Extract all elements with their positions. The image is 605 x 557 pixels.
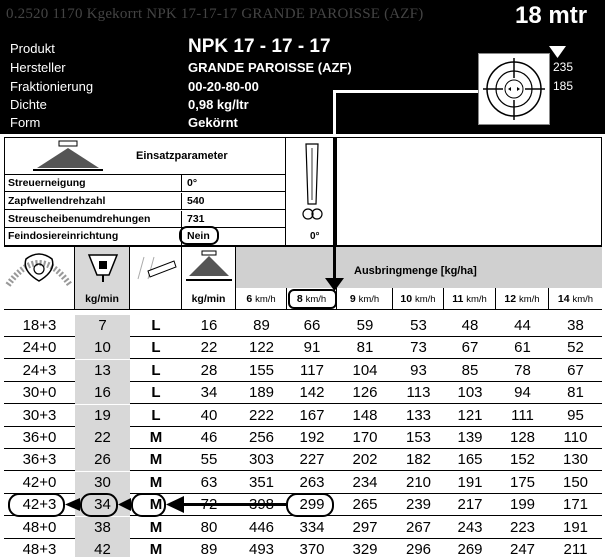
disc-pointer-vertical [333, 137, 336, 281]
table-cell: 93 [410, 361, 427, 379]
table-cell: 42+0 [22, 473, 57, 491]
value-fraktionierung: 00-20-80-00 [188, 79, 259, 94]
table-cell: 247 [509, 541, 536, 557]
product-header [0, 0, 605, 134]
table-cell: 267 [405, 518, 432, 536]
table-cell: 263 [299, 473, 325, 491]
table-cell: 16 [75, 382, 130, 404]
table-cell: 36+3 [22, 451, 57, 469]
arrow-left-icon [65, 498, 80, 511]
table-cell: 370 [299, 541, 325, 557]
table-cell: 55 [200, 451, 218, 469]
table-cell: 67 [567, 361, 584, 379]
parameter-title-row [5, 138, 285, 175]
col-header-speed: 8 km/h [287, 288, 337, 310]
table-cell: 63 [200, 473, 218, 491]
table-cell: 128 [509, 429, 536, 446]
table-cell: 121 [457, 406, 483, 424]
col-header-speed: 14 km/h [557, 293, 594, 305]
table-cell: 243 [457, 518, 483, 536]
table-cell: 139 [457, 429, 483, 446]
table-cell: 334 [299, 518, 325, 536]
hopper-icon [87, 251, 119, 283]
table-cell: 303 [248, 451, 275, 469]
table-cell: M [149, 451, 163, 469]
table-cell: 22 [75, 427, 130, 449]
highlight-lever [131, 493, 166, 517]
table-cell: 52 [567, 339, 584, 357]
disc-value-2: 185 [553, 79, 574, 93]
table-cell: 42 [75, 539, 130, 557]
table-cell: 22 [200, 339, 218, 357]
operating-parameters [4, 137, 602, 246]
table-cell: 269 [457, 541, 483, 557]
value-form: Gekörnt [188, 115, 238, 130]
table-cell: 95 [567, 406, 584, 424]
label-form: Form [10, 115, 41, 130]
table-cell: 297 [352, 518, 378, 536]
table-cell: 171 [562, 496, 589, 514]
value-dichte: 0,98 kg/ltr [188, 97, 249, 112]
table-cell: 30+3 [22, 406, 57, 424]
param-value: 540 [187, 195, 205, 207]
table-cell: 53 [410, 317, 427, 334]
param-value: 731 [187, 213, 205, 225]
table-cell: 165 [457, 451, 483, 469]
table-cell: 30+0 [22, 384, 57, 402]
label-fraktionierung: Fraktionierung [10, 79, 94, 94]
header-strip-text: 0.2520 1170 Kgekorrt NPK 17-17-17 GRANDE PAROISSE (AZF) [6, 6, 424, 22]
table-cell: 67 [461, 339, 479, 357]
table-cell: 38 [567, 317, 584, 334]
table-cell: 210 [405, 473, 432, 491]
table-cell: 142 [299, 384, 325, 402]
highlight-rate [286, 493, 334, 517]
dose-icon-cell [75, 246, 130, 288]
table-cell: 46 [200, 429, 218, 446]
table-cell: 150 [562, 473, 589, 491]
param-value: 0° [187, 177, 198, 189]
table-cell: 199 [509, 496, 536, 514]
table-cell: 148 [352, 406, 378, 424]
table-cell: 34 [200, 384, 218, 402]
table-cell: 66 [303, 317, 321, 334]
table-cell: 94 [514, 384, 531, 402]
table-cell: 103 [457, 384, 483, 402]
table-cell: 130 [562, 451, 589, 469]
table-row [4, 427, 602, 449]
table-cell: 13 [75, 360, 130, 382]
table-cell: 133 [405, 406, 432, 424]
table-cell: 211 [563, 541, 588, 557]
table-cell: M [149, 496, 163, 514]
table-cell: 299 [299, 496, 325, 514]
table-row [4, 449, 602, 471]
table-cell: 89 [253, 317, 270, 334]
table-cell: 122 [248, 339, 275, 357]
spread-fan-icon [186, 250, 232, 286]
disc-pointer-vertical-white [333, 90, 336, 135]
table-cell: 38 [75, 517, 130, 539]
table-cell: 24+3 [22, 361, 57, 379]
table-cell: 81 [567, 384, 584, 402]
table-cell: 296 [405, 541, 432, 557]
table-cell: 28 [200, 361, 218, 379]
table-cell: 42+3 [22, 496, 57, 514]
table-cell: 192 [299, 429, 325, 446]
disc-pointer-horizontal [336, 90, 478, 93]
table-cell: 10 [75, 337, 130, 359]
label-dichte: Dichte [10, 97, 47, 112]
lever-icon-cell [130, 246, 182, 288]
table-cell: 36+0 [22, 429, 57, 446]
table-cell: 61 [514, 339, 531, 357]
table-cell: M [149, 473, 163, 491]
table-cell: 152 [509, 451, 536, 469]
col-header-setting [4, 288, 75, 310]
col-header-lever [130, 288, 182, 310]
table-row [4, 315, 602, 337]
dosing-scale-icon [4, 247, 74, 289]
table-cell: M [149, 429, 163, 446]
table-cell: 189 [248, 384, 275, 402]
table-cell: 182 [405, 451, 432, 469]
nein-highlight [179, 226, 219, 245]
spreader-cone-icon [33, 140, 103, 172]
table-cell: 89 [200, 541, 218, 557]
table-cell: 111 [511, 406, 534, 424]
table-cell: 110 [563, 429, 588, 446]
param-label: Feindosiereinrichtung [8, 230, 119, 242]
param-value: Nein [187, 230, 210, 242]
table-cell: 104 [352, 361, 378, 379]
table-cell: 30 [75, 472, 130, 494]
pointer-arrow-head-icon [325, 278, 344, 291]
table-cell: L [151, 361, 161, 379]
table-cell: 493 [248, 541, 275, 557]
table-cell: 34 [75, 494, 130, 516]
table-cell: 155 [248, 361, 275, 379]
table-header [4, 246, 602, 310]
table-cell: 239 [405, 496, 432, 514]
table-cell: 113 [406, 384, 431, 402]
table-row [4, 337, 602, 359]
disc-value-1: 235 [553, 60, 574, 74]
param-row [5, 193, 285, 210]
table-cell: 234 [352, 473, 378, 491]
table-cell: 80 [200, 518, 218, 536]
col-header-speed: 10 km/h [393, 288, 444, 310]
tilt-indicator [287, 138, 337, 245]
col-header-speed: 9 km/h [337, 288, 393, 310]
table-cell: 446 [248, 518, 275, 536]
label-hersteller: Hersteller [10, 60, 66, 75]
table-cell: 202 [352, 451, 378, 469]
table-cell: 59 [356, 317, 374, 334]
table-cell: 78 [514, 361, 531, 379]
width-arrow-head-icon [549, 46, 566, 58]
table-cell: 44 [514, 317, 531, 334]
param-row [5, 228, 285, 245]
table-cell: 16 [200, 317, 218, 334]
table-cell: 48 [461, 317, 479, 334]
param-row [5, 211, 285, 228]
table-row [4, 382, 602, 404]
col-header-kgmin-2: kg/min [182, 288, 236, 310]
spread-icon-cell [182, 246, 236, 288]
table-cell: 222 [248, 406, 275, 424]
table-cell: 153 [405, 429, 432, 446]
table-cell: 217 [457, 496, 483, 514]
table-cell: 351 [248, 473, 275, 491]
scale-icon-cell [4, 246, 75, 288]
parameter-title: Einsatzparameter [136, 150, 228, 162]
tilt-value: 0° [310, 231, 320, 242]
value-produkt: NPK 17 - 17 - 17 [188, 36, 331, 57]
table-row [4, 472, 602, 494]
col-header-kgmin-1: kg/min [75, 288, 130, 310]
table-cell: 117 [300, 361, 324, 379]
arrow-left-icon [118, 498, 131, 511]
table-cell: 48+3 [22, 541, 57, 557]
table-cell: 191 [457, 473, 483, 491]
table-cell: 24+0 [22, 339, 57, 357]
spreader-disc-icon [478, 53, 550, 125]
highlight-setting [8, 493, 65, 517]
row-arrow-shaft [183, 503, 286, 506]
table-cell: 81 [356, 339, 374, 357]
param-row [5, 175, 285, 192]
col-header-speed: 12 km/h [496, 288, 549, 310]
ausbringmenge-title: Ausbringmenge [kg/ha] [354, 265, 477, 277]
table-cell: 227 [299, 451, 325, 469]
table-cell: L [151, 339, 161, 357]
table-cell: L [151, 317, 161, 334]
param-label: Streuerneigung [8, 177, 86, 189]
spreader-side-icon [298, 142, 326, 226]
table-cell: 18+3 [22, 317, 57, 334]
table-row [4, 539, 602, 557]
col-header-speed: 6 km/h [236, 288, 287, 310]
table-cell: 256 [248, 429, 275, 446]
col-header-speed: 11 km/h [444, 288, 496, 310]
label-produkt: Produkt [10, 41, 55, 56]
param-label: Streuscheibenumdrehungen [8, 213, 151, 225]
table-cell: L [151, 406, 161, 424]
table-cell: 265 [352, 496, 378, 514]
highlight-kgmin [80, 493, 118, 517]
table-cell: 329 [352, 541, 378, 557]
table-cell: 26 [75, 449, 130, 471]
arrow-left-icon [166, 496, 184, 513]
table-row [4, 405, 602, 427]
lever-icon [134, 253, 178, 283]
table-cell: 91 [303, 339, 321, 357]
table-cell: 73 [410, 339, 427, 357]
table-cell: 126 [352, 384, 378, 402]
table-cell: M [149, 518, 163, 536]
parameter-table [5, 138, 286, 245]
table-cell: L [151, 384, 161, 402]
table-cell: 167 [299, 406, 325, 424]
table-row [4, 517, 602, 539]
table-cell: 40 [200, 406, 218, 424]
table-cell: 191 [562, 518, 589, 536]
table-cell: 7 [75, 315, 130, 337]
table-cell: 85 [461, 361, 479, 379]
param-label: Zapfwellendrehzahl [8, 195, 106, 207]
table-cell: 175 [509, 473, 536, 491]
table-row [4, 360, 602, 382]
table-cell: 48+0 [22, 518, 57, 536]
table-cell: M [149, 541, 163, 557]
table-cell: 170 [352, 429, 378, 446]
value-hersteller: GRANDE PAROISSE (AZF) [188, 60, 352, 75]
table-cell: 19 [75, 405, 130, 427]
working-width: 18 mtr [515, 2, 588, 29]
table-cell: 223 [509, 518, 536, 536]
speed-8-highlight [288, 289, 337, 309]
